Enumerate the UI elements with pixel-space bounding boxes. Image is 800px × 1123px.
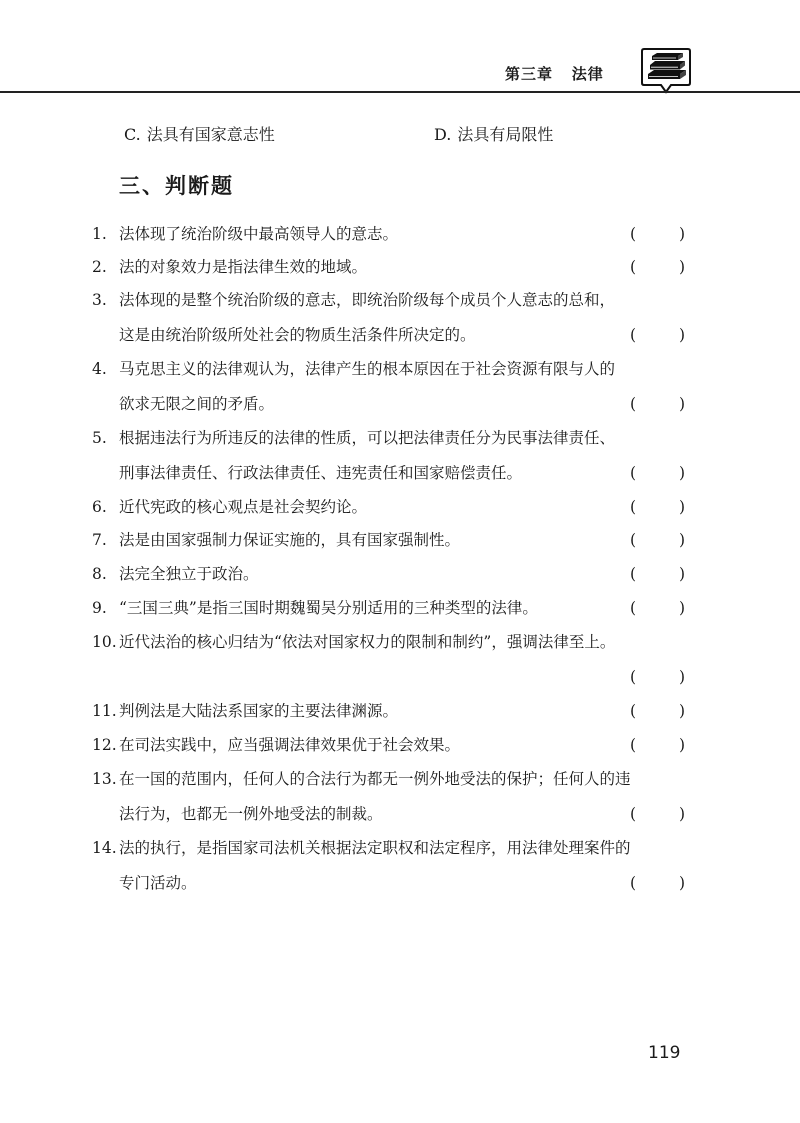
question-line (0, 254, 800, 280)
question-line (0, 391, 800, 417)
answer-blank-open: ( (630, 464, 637, 482)
answer-blank[interactable] (630, 494, 685, 520)
answer-blank-open: ( (630, 805, 637, 823)
question-line (0, 698, 800, 724)
answer-blank-close: ) (678, 258, 685, 276)
question-text: 在司法实践中，应当强调法律效果优于社会效果。 (119, 736, 461, 754)
page-number: 119 (648, 1043, 681, 1063)
question-line (0, 527, 800, 553)
answer-blank-close: ) (678, 702, 685, 720)
answer-blank[interactable] (630, 595, 685, 621)
question-text: 专门活动。 (119, 874, 197, 892)
answer-blank-close: ) (678, 874, 685, 892)
question-text: “三国三典”是指三国时期魏蜀吴分别适用的三种类型的法律。 (119, 599, 538, 617)
question-number: 14. (92, 839, 117, 857)
answer-blank-open: ( (630, 498, 637, 516)
question-line (0, 595, 800, 621)
answer-blank[interactable] (630, 527, 685, 553)
question-text: 近代法治的核心归结为“依法对国家权力的限制和制约”，强调法律至上。 (119, 633, 616, 651)
question-line (0, 221, 800, 247)
question-text: 这是由统治阶级所处社会的物质生活条件所决定的。 (119, 326, 476, 344)
answer-blank[interactable] (630, 254, 685, 280)
answer-blank-close: ) (678, 565, 685, 583)
question-line (0, 664, 800, 690)
question-number: 3. (92, 291, 107, 309)
answer-blank[interactable] (630, 664, 685, 690)
answer-blank-close: ) (678, 531, 685, 549)
question-line (0, 287, 800, 313)
stack-of-books-icon (640, 46, 692, 96)
header-rule (0, 91, 800, 93)
question-number: 2. (92, 258, 107, 276)
answer-blank-close: ) (678, 225, 685, 243)
answer-blank-close: ) (678, 736, 685, 754)
question-line (0, 629, 800, 655)
answer-blank-open: ( (630, 326, 637, 344)
answer-blank-close: ) (678, 668, 685, 686)
option-text: 法具有局限性 (457, 125, 554, 144)
question-text: 法体现的是整个统治阶级的意志，即统治阶级每个成员个人意志的总和， (119, 291, 616, 309)
question-line (0, 561, 800, 587)
question-line (0, 732, 800, 758)
answer-blank-close: ) (678, 326, 685, 344)
answer-blank-open: ( (630, 395, 637, 413)
answer-blank-open: ( (630, 258, 637, 276)
option-label: D. (434, 125, 452, 144)
question-text: 法的执行，是指国家司法机关根据法定职权和法定程序，用法律处理案件的 (119, 839, 631, 857)
question-line (0, 801, 800, 827)
answer-blank[interactable] (630, 221, 685, 247)
answer-blank-open: ( (630, 599, 637, 617)
answer-blank[interactable] (630, 801, 685, 827)
question-number: 5. (92, 429, 107, 447)
answer-blank-open: ( (630, 874, 637, 892)
question-text: 法完全独立于政治。 (119, 565, 259, 583)
question-number: 9. (92, 599, 107, 617)
answer-blank-close: ) (678, 498, 685, 516)
question-text: 法体现了统治阶级中最高领导人的意志。 (119, 225, 399, 243)
option-label: C. (124, 125, 141, 144)
answer-blank-close: ) (678, 395, 685, 413)
question-line (0, 460, 800, 486)
chapter-heading (505, 63, 604, 84)
answer-blank[interactable] (630, 391, 685, 417)
option-d (434, 122, 553, 145)
option-c (124, 122, 275, 145)
question-number: 4. (92, 360, 107, 378)
question-text: 法的对象效力是指法律生效的地域。 (119, 258, 368, 276)
answer-blank[interactable] (630, 322, 685, 348)
question-text: 刑事法律责任、行政法律责任、违宪责任和国家赔偿责任。 (119, 464, 523, 482)
answer-blank[interactable] (630, 870, 685, 896)
answer-blank[interactable] (630, 460, 685, 486)
question-text: 根据违法行为所违反的法律的性质，可以把法律责任分为民事法律责任、 (119, 429, 616, 447)
question-number: 11. (92, 702, 117, 720)
question-line (0, 870, 800, 896)
section-title: 三、判断题 (119, 174, 234, 198)
question-line (0, 425, 800, 451)
question-line (0, 835, 800, 861)
question-line (0, 322, 800, 348)
answer-blank[interactable] (630, 732, 685, 758)
answer-blank-close: ) (678, 464, 685, 482)
option-text: 法具有国家意志性 (146, 125, 275, 144)
question-number: 1. (92, 225, 107, 243)
question-text: 近代宪政的核心观点是社会契约论。 (119, 498, 368, 516)
question-number: 12. (92, 736, 117, 754)
question-number: 7. (92, 531, 107, 549)
answer-blank-open: ( (630, 702, 637, 720)
question-text: 欲求无限之间的矛盾。 (119, 395, 275, 413)
chapter-number: 第三章 (505, 65, 554, 83)
question-line (0, 494, 800, 520)
question-number: 10. (92, 633, 117, 651)
answer-blank-open: ( (630, 565, 637, 583)
answer-blank[interactable] (630, 698, 685, 724)
question-text: 法行为，也都无一例外地受法的制裁。 (119, 805, 383, 823)
answer-blank[interactable] (630, 561, 685, 587)
question-line (0, 356, 800, 382)
question-line (0, 766, 800, 792)
question-number: 8. (92, 565, 107, 583)
answer-blank-open: ( (630, 225, 637, 243)
answer-blank-close: ) (678, 599, 685, 617)
answer-blank-open: ( (630, 736, 637, 754)
answer-blank-close: ) (678, 805, 685, 823)
question-text: 判例法是大陆法系国家的主要法律渊源。 (119, 702, 399, 720)
question-number: 6. (92, 498, 107, 516)
question-text: 马克思主义的法律观认为，法律产生的根本原因在于社会资源有限与人的 (119, 360, 616, 378)
answer-blank-open: ( (630, 668, 637, 686)
answer-blank-open: ( (630, 531, 637, 549)
chapter-title: 法律 (571, 65, 604, 83)
question-number: 13. (92, 770, 117, 788)
question-text: 法是由国家强制力保证实施的，具有国家强制性。 (119, 531, 461, 549)
question-text: 在一国的范围内，任何人的合法行为都无一例外地受法的保护；任何人的违 (119, 770, 631, 788)
